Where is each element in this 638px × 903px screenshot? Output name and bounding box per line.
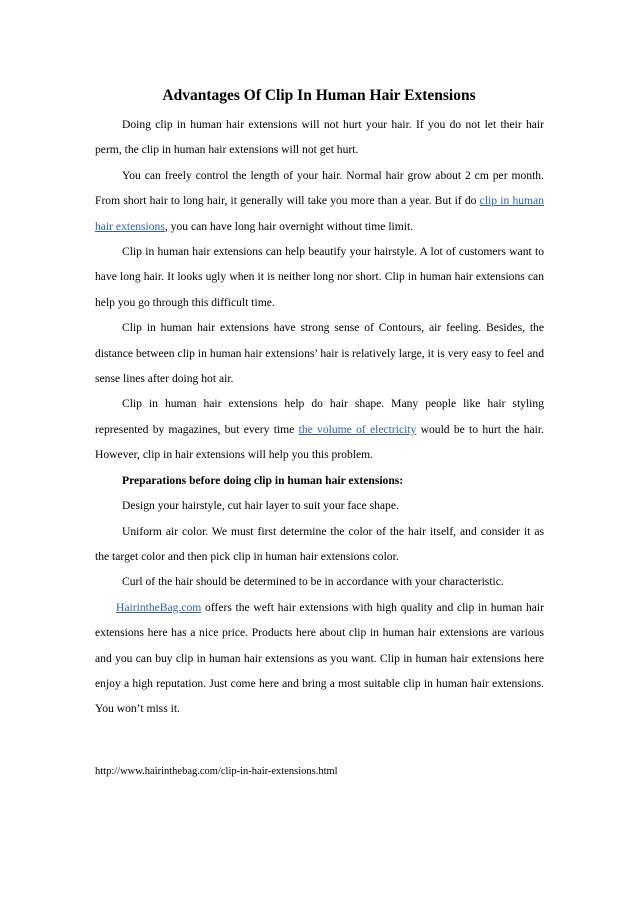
paragraph-2-text-after: , you can have long hair overnight without time limit. — [164, 219, 414, 233]
paragraph-2 — [95, 163, 544, 239]
document-body — [95, 112, 544, 722]
section-heading: Preparations before doing clip in human hair extensions: — [122, 473, 404, 487]
paragraph-9-text-after: offers the weft hair extensions with high quality and clip in human hair extensions here has a nice price. Products here about clip in human hair extensions are various and you can buy clip in human hair extensions as you want. Clip in human hair extensions here enjoy a high reputation. Just come here and bring a most suitable clip in human hair extensions. You won’t miss it. — [95, 600, 544, 716]
paragraph-2-text-before: You can freely control the length of your hair. Normal hair grow about 2 cm per month. From short hair to long hair, it generally will take you more than a year. But if do — [95, 168, 544, 208]
paragraph-9 — [95, 595, 544, 722]
footer-url: http://www.hairinthebag.com/clip-in-hair-extensions.html — [95, 766, 338, 777]
volume-of-electricity-link[interactable]: the volume of electricity — [298, 422, 417, 436]
paragraph-1: Doing clip in human hair extensions will not hurt your hair. If you do not let their hair perm, the clip in human hair extensions will not get hurt. — [95, 118, 544, 157]
paragraph-5-text-before: Clip in human hair extensions help do hair shape. Many people like hair styling represented by magazines, but every time — [95, 397, 544, 436]
document-title: Advantages Of Clip In Human Hair Extensions — [162, 87, 476, 104]
paragraph-3: Clip in human hair extensions can help beautify your hairstyle. A lot of customers want to have long hair. It looks ugly when it is neither long nor short. Clip in human hair extensions can help you go through this difficult time. — [95, 245, 544, 309]
paragraph-5-text-after: would be to hurt the hair. However, clip in hair extensions will help you this problem. — [95, 422, 544, 462]
hairinthebag-link[interactable]: HairintheBag.com — [116, 600, 202, 614]
clip-in-extensions-link[interactable]: clip in human hair extensions — [95, 194, 545, 233]
paragraph-7: Uniform air color. We must first determine the color of the hair itself, and consider it as the target color and then pick clip in human hair extensions color. — [95, 524, 544, 563]
paragraph-8: Curl of the hair should be determined to be in accordance with your characteristic. — [122, 575, 504, 589]
paragraph-6: Design your hairstyle, cut hair layer to suit your face shape. — [122, 499, 399, 513]
paragraph-4: Clip in human hair extensions have strong sense of Contours, air feeling. Besides, the distance between clip in human hair extensions’ hair is relatively large, it is very easy to feel and sense lines after doing hot air. — [95, 321, 544, 386]
paragraph-5 — [95, 391, 544, 467]
